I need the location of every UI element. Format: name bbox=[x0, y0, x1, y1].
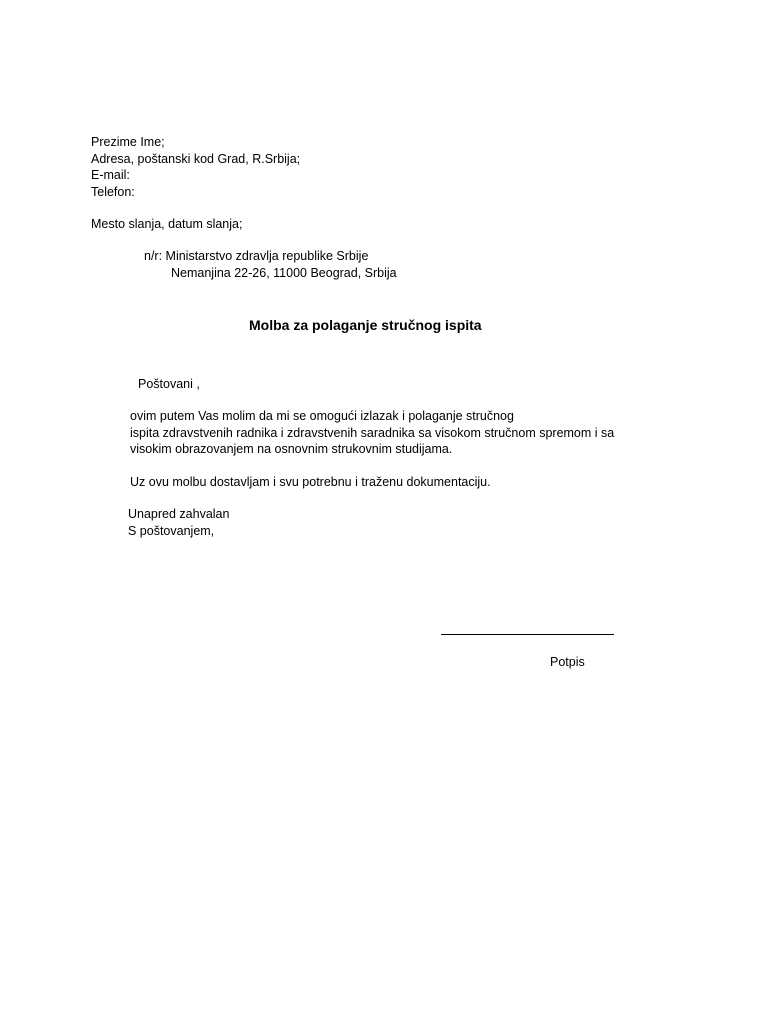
closing-line-2: S poštovanjem, bbox=[128, 523, 215, 538]
sender-block bbox=[91, 134, 300, 200]
place-date: Mesto slanja, datum slanja; bbox=[91, 217, 243, 231]
sender-address: Adresa, poštanski kod Grad, R.Srbija; bbox=[91, 151, 301, 166]
sender-phone: Telefon: bbox=[91, 184, 135, 199]
closing-line-1: Unapred zahvalan bbox=[128, 507, 230, 521]
recipient-line-2: Nemanjina 22-26, 11000 Beograd, Srbija bbox=[171, 265, 397, 280]
closing-block bbox=[128, 506, 229, 539]
sender-name: Prezime Ime; bbox=[91, 135, 165, 149]
body-line-2: ispita zdravstvenih radnika i zdravstvenih saradnika sa visokom stručnom spremom i sa bbox=[130, 425, 615, 440]
documents-paragraph: Uz ovu molbu dostavljam i svu potrebnu i traženu dokumentaciju. bbox=[130, 475, 491, 489]
body-paragraph bbox=[130, 408, 614, 458]
letter-subject: Molba za polaganje stručnog ispita bbox=[249, 317, 482, 333]
body-line-1: ovim putem Vas molim da mi se omogući izlazak i polaganje stručnog bbox=[130, 409, 514, 423]
signature-label: Potpis bbox=[550, 655, 585, 669]
sender-email: E-mail: bbox=[91, 168, 130, 182]
body-line-3: visokim obrazovanjem na osnovnim strukovnim studijama. bbox=[130, 442, 453, 456]
recipient-block bbox=[144, 248, 397, 281]
greeting: Poštovani , bbox=[138, 377, 200, 391]
recipient-line-1: n/r: Ministarstvo zdravlja republike Srbije bbox=[144, 249, 369, 263]
signature-line bbox=[441, 634, 614, 635]
